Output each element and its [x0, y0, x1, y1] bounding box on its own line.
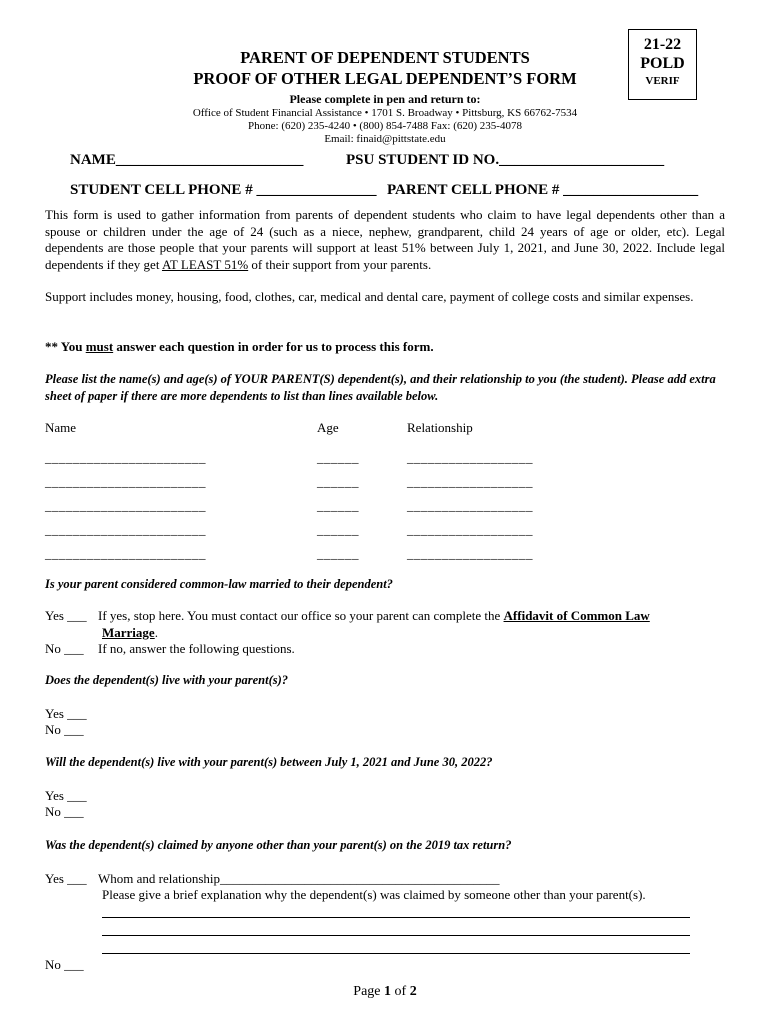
q1-yes-instruction: If yes, stop here. You must contact our office so your parent can complete the Affidavit of Common Law [98, 608, 650, 623]
badge-code: POLD [640, 55, 685, 72]
explanation-line-1[interactable] [102, 917, 690, 918]
dependent-row-4-name[interactable]: _______________________ [45, 522, 206, 537]
whom-relationship-field[interactable]: Whom and relationship___________________________________________ [98, 871, 500, 886]
question-claimed-on-tax-return: Was the dependent(s) claimed by anyone other than your parent(s) on the 2019 tax return? [45, 838, 512, 852]
form-title-line1: PARENT OF DEPENDENT STUDENTS [240, 48, 530, 67]
dependent-row-5-relationship[interactable]: __________________ [407, 546, 533, 561]
dependent-row-2-age[interactable]: ______ [317, 474, 359, 489]
q4-yes-blank[interactable]: Yes ___ [45, 871, 87, 886]
q4-no-blank[interactable]: No ___ [45, 957, 84, 972]
q3-yes-blank[interactable]: Yes ___ [45, 788, 87, 803]
affidavit-link-continued: Marriage. [102, 625, 158, 640]
q3-no-blank[interactable]: No ___ [45, 804, 84, 819]
support-paragraph: Support includes money, housing, food, clothes, car, medical and dental care, payment of college costs and similar expenses. [45, 289, 694, 304]
question-live-with-parent: Does the dependent(s) live with your parent(s)? [45, 673, 289, 687]
office-address: Office of Student Financial Assistance • 1701 S. Broadway • Pittsburg, KS 66762-7534 [192, 107, 578, 119]
badge-year: 21-22 [643, 36, 682, 53]
col-header-relationship: Relationship [407, 420, 473, 435]
dependents-instruction: Please list the name(s) and age(s) of YOUR PARENT(S) dependent(s), and their relationship to you (the student). Please add extra sheet of paper if there are more dependents to list than lines available below. [45, 372, 716, 403]
question-will-live-with-parent: Will the dependent(s) live with your parent(s) between July 1, 2021 and June 30, 2022? [45, 755, 493, 769]
dependent-row-3-age[interactable]: ______ [317, 498, 359, 513]
dependent-row-5-name[interactable]: _______________________ [45, 546, 206, 561]
dependent-row-4-age[interactable]: ______ [317, 522, 359, 537]
must-answer-note: ** You must answer each question in order for us to process this form. [45, 339, 434, 354]
dependent-row-1-relationship[interactable]: __________________ [407, 450, 533, 465]
page-number: Page 1 of 2 [353, 984, 417, 999]
badge-type: VERIF [645, 75, 680, 87]
dependent-row-3-relationship[interactable]: __________________ [407, 498, 533, 513]
office-phone: Phone: (620) 235-4240 • (800) 854-7488 Fax: (620) 235-4078 [248, 120, 522, 132]
office-email: Email: finaid@pittstate.edu [324, 133, 446, 145]
q1-no-blank[interactable]: No ___ [45, 641, 84, 656]
explanation-line-3[interactable] [102, 953, 690, 954]
question-common-law: Is your parent considered common-law married to their dependent? [45, 577, 393, 591]
explanation-line-2[interactable] [102, 935, 690, 936]
q1-yes-blank[interactable]: Yes ___ [45, 608, 87, 623]
q2-no-blank[interactable]: No ___ [45, 722, 84, 737]
parent-phone-field[interactable]: PARENT CELL PHONE # __________________ [387, 182, 699, 198]
return-instruction: Please complete in pen and return to: [289, 92, 481, 106]
student-id-field[interactable]: PSU STUDENT ID NO.______________________ [346, 152, 665, 168]
student-phone-field[interactable]: STUDENT CELL PHONE # ________________ [70, 182, 377, 198]
q1-no-instruction: If no, answer the following questions. [98, 641, 295, 656]
form-title-line2: PROOF OF OTHER LEGAL DEPENDENT’S FORM [193, 69, 577, 88]
intro-paragraph: This form is used to gather information from parents of dependent students who claim to have legal dependents other than a spouse or children under the age of 24 (such as a niece, nephew, grandparent, child 24 years of age or older, etc). Legal dependents are those people that your parents will support at least 51% between July 1, 2021, and June 30, 2022. Include legal dependents if they get AT LEAST 51% of their support from your parents. [45, 207, 725, 272]
student-name-field[interactable]: NAME_________________________ [70, 152, 304, 168]
dependent-row-4-relationship[interactable]: __________________ [407, 522, 533, 537]
explanation-instruction: Please give a brief explanation why the dependent(s) was claimed by someone other than your parent(s). [102, 887, 646, 902]
at-least-51-emphasis: AT LEAST 51% [161, 256, 249, 272]
affidavit-link: Affidavit of Common Law [503, 608, 650, 623]
dependent-row-2-relationship[interactable]: __________________ [407, 474, 533, 489]
col-header-name: Name [45, 420, 77, 435]
dependent-row-5-age[interactable]: ______ [317, 546, 359, 561]
dependent-row-2-name[interactable]: _______________________ [45, 474, 206, 489]
form-code-badge [628, 29, 697, 100]
col-header-age: Age [317, 420, 339, 435]
dependent-row-1-age[interactable]: ______ [317, 450, 359, 465]
dependent-row-3-name[interactable]: _______________________ [45, 498, 206, 513]
q2-yes-blank[interactable]: Yes ___ [45, 706, 87, 721]
dependent-row-1-name[interactable]: _______________________ [45, 450, 206, 465]
